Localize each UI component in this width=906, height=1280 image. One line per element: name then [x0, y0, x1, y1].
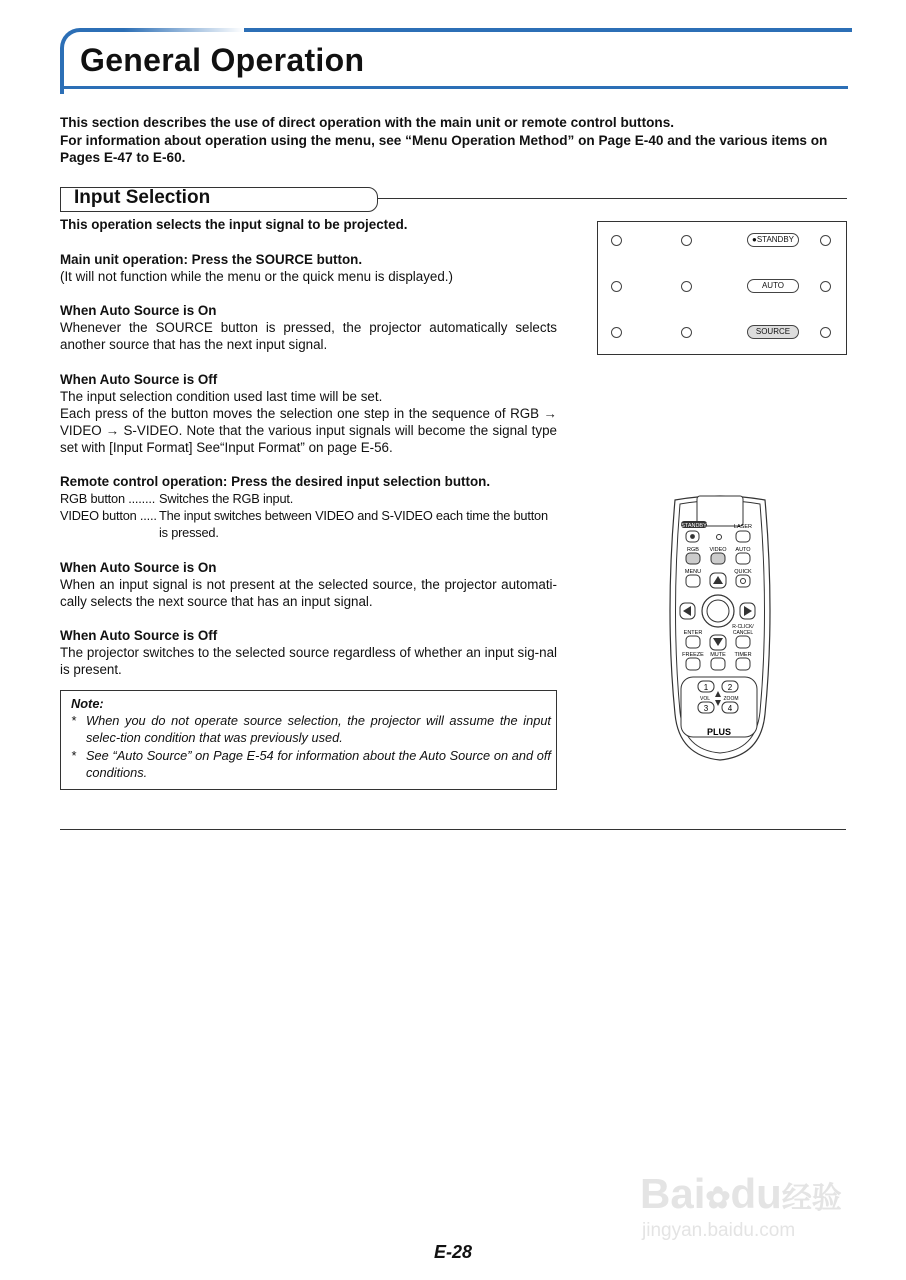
remote-mute-button: [711, 658, 725, 670]
indicator-dot: [611, 281, 622, 292]
remote-key-4: 4: [727, 704, 733, 713]
remote-label-zoom: ZOOM: [723, 696, 739, 702]
remote-quick-button: [736, 575, 750, 587]
remote-label-quick: QUICK: [734, 569, 752, 575]
remote-control-illustration: [665, 494, 775, 766]
remote-label-rclick: R-CLICK/: [732, 624, 754, 630]
remote-brand: PLUS: [706, 727, 732, 737]
indicator-dot: [820, 235, 831, 246]
auto-on-heading-2: When Auto Source is On: [60, 560, 217, 575]
remote-timer-button: [736, 658, 750, 670]
def-term-rgb: RGB button ........: [60, 491, 156, 506]
remote-label-vol: VOL: [699, 696, 711, 702]
remote-cancel-button: [736, 636, 750, 648]
remote-key-1: 1: [703, 683, 709, 692]
auto-on-heading-1: When Auto Source is On: [60, 303, 217, 318]
bottom-rule: [60, 829, 846, 830]
standby-button[interactable]: ●STANDBY: [747, 233, 799, 247]
indicator-dot: [681, 235, 692, 246]
remote-label-timer: TIMER: [734, 652, 752, 658]
watermark-cn: 经验: [781, 1182, 842, 1215]
paw-icon: ✿: [705, 1182, 731, 1215]
indicator-dot: [820, 327, 831, 338]
remote-key-2: 2: [727, 683, 733, 692]
remote-label-auto: AUTO: [735, 547, 751, 553]
watermark-url: jingyan.baidu.com: [642, 1220, 796, 1241]
indicator-dot: [611, 327, 622, 338]
def-desc-rgb: Switches the RGB input.: [159, 491, 294, 506]
remote-auto-button: [736, 553, 750, 564]
auto-off-heading-2: When Auto Source is Off: [60, 628, 218, 643]
remote-freeze-button: [686, 658, 700, 670]
auto-off-text-2: The projector switches to the selected source regardless of whether an input sig-nal is present.: [60, 645, 557, 678]
indicator-dot: [611, 235, 622, 246]
note-title: Note:: [71, 696, 104, 711]
auto-on-text-1: Whenever the SOURCE button is pressed, the projector automatically selects another source that has the next input signal.: [60, 320, 557, 353]
remote-heading: Remote control operation: Press the desired input selection button.: [60, 474, 491, 489]
intro-text: [60, 114, 850, 167]
intro-line-1: This section describes the use of direct operation with the main unit or remote control buttons.: [60, 115, 675, 130]
remote-menu-button: [686, 575, 700, 587]
remote-label-mute: MUTE: [710, 652, 726, 658]
def-row-video: [60, 507, 557, 541]
main-unit-panel: [597, 221, 847, 355]
section-rule: [377, 198, 847, 199]
note-item-1-text: When you do not operate source selection, the projector will assume the input selec-tion condition that was previously used.: [86, 713, 551, 746]
remote-enter-button: [686, 636, 700, 648]
watermark-brand-2: du: [730, 1170, 782, 1217]
indicator-dot: [681, 281, 692, 292]
auto-off-heading-1: When Auto Source is Off: [60, 372, 218, 387]
page-title: General Operation: [80, 42, 365, 78]
remote-label-enter: ENTER: [683, 630, 703, 636]
main-unit-note: (It will not function while the menu or the quick menu is displayed.): [60, 269, 453, 284]
section-lead: This operation selects the input signal to be projected.: [60, 217, 408, 232]
remote-label-cancel: CANCEL: [732, 630, 754, 636]
section-title: Input Selection: [74, 187, 211, 208]
remote-label-freeze: FREEZE: [682, 652, 704, 658]
indicator-dot: [681, 327, 692, 338]
page-number: E-28: [433, 1242, 473, 1262]
def-desc-video: The input switches between VIDEO and S-VIDEO each time the button is pressed.: [159, 508, 548, 541]
auto-off-text-1a: The input selection condition used last time will be set.: [60, 389, 383, 404]
remote-laser-button: [736, 531, 750, 542]
remote-label-menu: MENU: [684, 569, 702, 575]
main-unit-heading: Main unit operation: Press the SOURCE button.: [60, 252, 363, 267]
auto-off-text-1b: Each press of the button moves the selection one step in the sequence of RGB → VIDEO → S-VIDEO. Note that the various input signals will become the signal type set with [Input Format] See“Input Format” on page E-56.: [60, 406, 557, 456]
auto-button[interactable]: AUTO: [747, 279, 799, 293]
watermark-brand: Bai: [640, 1170, 706, 1217]
remote-label-laser: LASER: [733, 524, 753, 530]
remote-label-rgb: RGB: [687, 547, 699, 553]
remote-video-button: [711, 553, 725, 564]
remote-label-video: VIDEO: [709, 547, 727, 553]
header-rule: [62, 86, 848, 89]
remote-rgb-button: [686, 553, 700, 564]
note-box: Note: * When you do not operate source selection, the projector will assume the input selec-tion condition that was previously used. * See “Auto Source” on Page E-54 for information about the Auto Source on and off conditions.: [60, 690, 557, 790]
note-item-2-text: See “Auto Source” on Page E-54 for information about the Auto Source on and off conditions.: [86, 748, 551, 781]
def-row-rgb: [60, 490, 557, 507]
indicator-dot: [820, 281, 831, 292]
source-button[interactable]: SOURCE: [747, 325, 799, 339]
intro-line-2: For information about operation using the menu, see “Menu Operation Method” on Page E-40 and the various items on Pages E-47 to E-60.: [60, 132, 828, 165]
def-term-video: VIDEO button .....: [60, 508, 157, 523]
auto-on-text-2: When an input signal is not present at the selected source, the projector automati-cally selects the next source that has an input signal.: [60, 577, 557, 610]
remote-label-standby: STANDBY: [681, 523, 707, 529]
remote-key-3: 3: [703, 704, 709, 713]
